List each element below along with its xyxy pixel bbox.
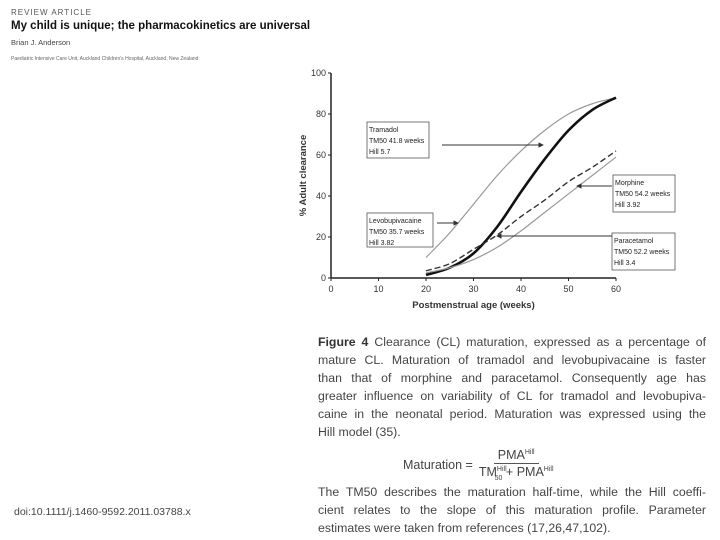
annotation-text-levobupivacaine: Hill 3.82 (369, 240, 395, 247)
y-tick-label: 60 (315, 150, 326, 160)
caption-line: cient relates to the slope of this maturation profile. Parameter (318, 503, 706, 517)
y-tick-label: 40 (315, 191, 326, 201)
eq-den: TM (478, 465, 497, 479)
annotation-text-paracetamol: Paracetamol (614, 238, 654, 245)
y-axis-label: % Adult clearance (298, 134, 309, 217)
x-tick-label: 50 (563, 284, 574, 294)
x-tick-label: 10 (373, 284, 384, 294)
eq-num: PMA (497, 448, 525, 462)
x-tick-label: 20 (420, 284, 432, 294)
caption-line: mature CL. Maturation of tramadol and levobupivacaine is faster (318, 353, 706, 367)
annotation-text-levobupivacaine: Levobupivacaine (369, 218, 422, 225)
article-title: My child is unique; the pharmacokinetics are universal (11, 20, 311, 32)
x-tick-label: 40 (515, 284, 527, 294)
annotation-text-morphine: Hill 3.92 (615, 202, 641, 209)
series-line-morphine (426, 151, 616, 271)
author: Brian J. Anderson (11, 38, 71, 47)
caption-line: caine in the neonatal period. Maturation was expressed using the (318, 407, 706, 421)
affiliation: Paediatric Intensive Care Unit, Auckland Children's Hospital, Auckland, New Zealand (11, 56, 199, 62)
clearance-maturation-chart (290, 60, 690, 310)
x-tick-label: 0 (328, 284, 334, 294)
x-tick-label: 60 (610, 284, 622, 294)
annotation-text-paracetamol: Hill 3.4 (614, 260, 636, 267)
figure-label: Figure 4 (318, 335, 369, 349)
eq-den-sub: 50 (494, 474, 503, 482)
annotation-text-paracetamol: TM50 52.2 weeks (614, 249, 670, 256)
eq-den-sup: Hill (496, 465, 507, 473)
eq-num-sup: Hill (524, 448, 535, 456)
y-tick-label: 100 (310, 68, 326, 78)
eq-den-sup2: Hill (543, 465, 554, 473)
y-tick-label: 80 (315, 109, 326, 119)
equation-lhs: Maturation = (403, 457, 473, 472)
series-line-paracetamol (426, 157, 616, 273)
y-tick-label: 0 (320, 273, 326, 283)
annotation-text-tramadol: Tramadol (369, 127, 399, 134)
caption-line: Hill model (35). (318, 425, 401, 439)
doi: doi:10.1111/j.1460-9592.2011.03788.x (14, 506, 191, 518)
eq-den-plus: + PMA (505, 465, 544, 479)
hill-equation (403, 448, 554, 482)
x-tick-label: 30 (468, 284, 479, 294)
annotation-text-levobupivacaine: TM50 35.7 weeks (369, 229, 425, 236)
y-tick-label: 20 (315, 232, 326, 242)
annotation-text-morphine: Morphine (615, 180, 645, 187)
annotation-text-tramadol: TM50 41.8 weeks (369, 138, 425, 145)
article-type: REVIEW ARTICLE (11, 8, 92, 17)
caption-line: The TM50 describes the maturation half-time, while the Hill coeffi- (318, 485, 706, 499)
x-axis-label: Postmenstrual age (weeks) (412, 300, 535, 310)
caption-line: greater influence on variability of CL for tramadol and levobupiva- (318, 389, 706, 403)
annotation-text-morphine: TM50 54.2 weeks (615, 191, 671, 198)
annotation-text-tramadol: Hill 5.7 (369, 149, 391, 156)
caption-line: estimates were taken from references (17,26,47,102). (318, 521, 611, 535)
caption-line (318, 333, 706, 351)
caption-line: than that of morphine and paracetamol. Consequently age has (318, 371, 706, 385)
caption-text: Clearance (CL) maturation, expressed as a percentage of (368, 335, 706, 349)
series-line-levobupivacaine (426, 98, 616, 258)
